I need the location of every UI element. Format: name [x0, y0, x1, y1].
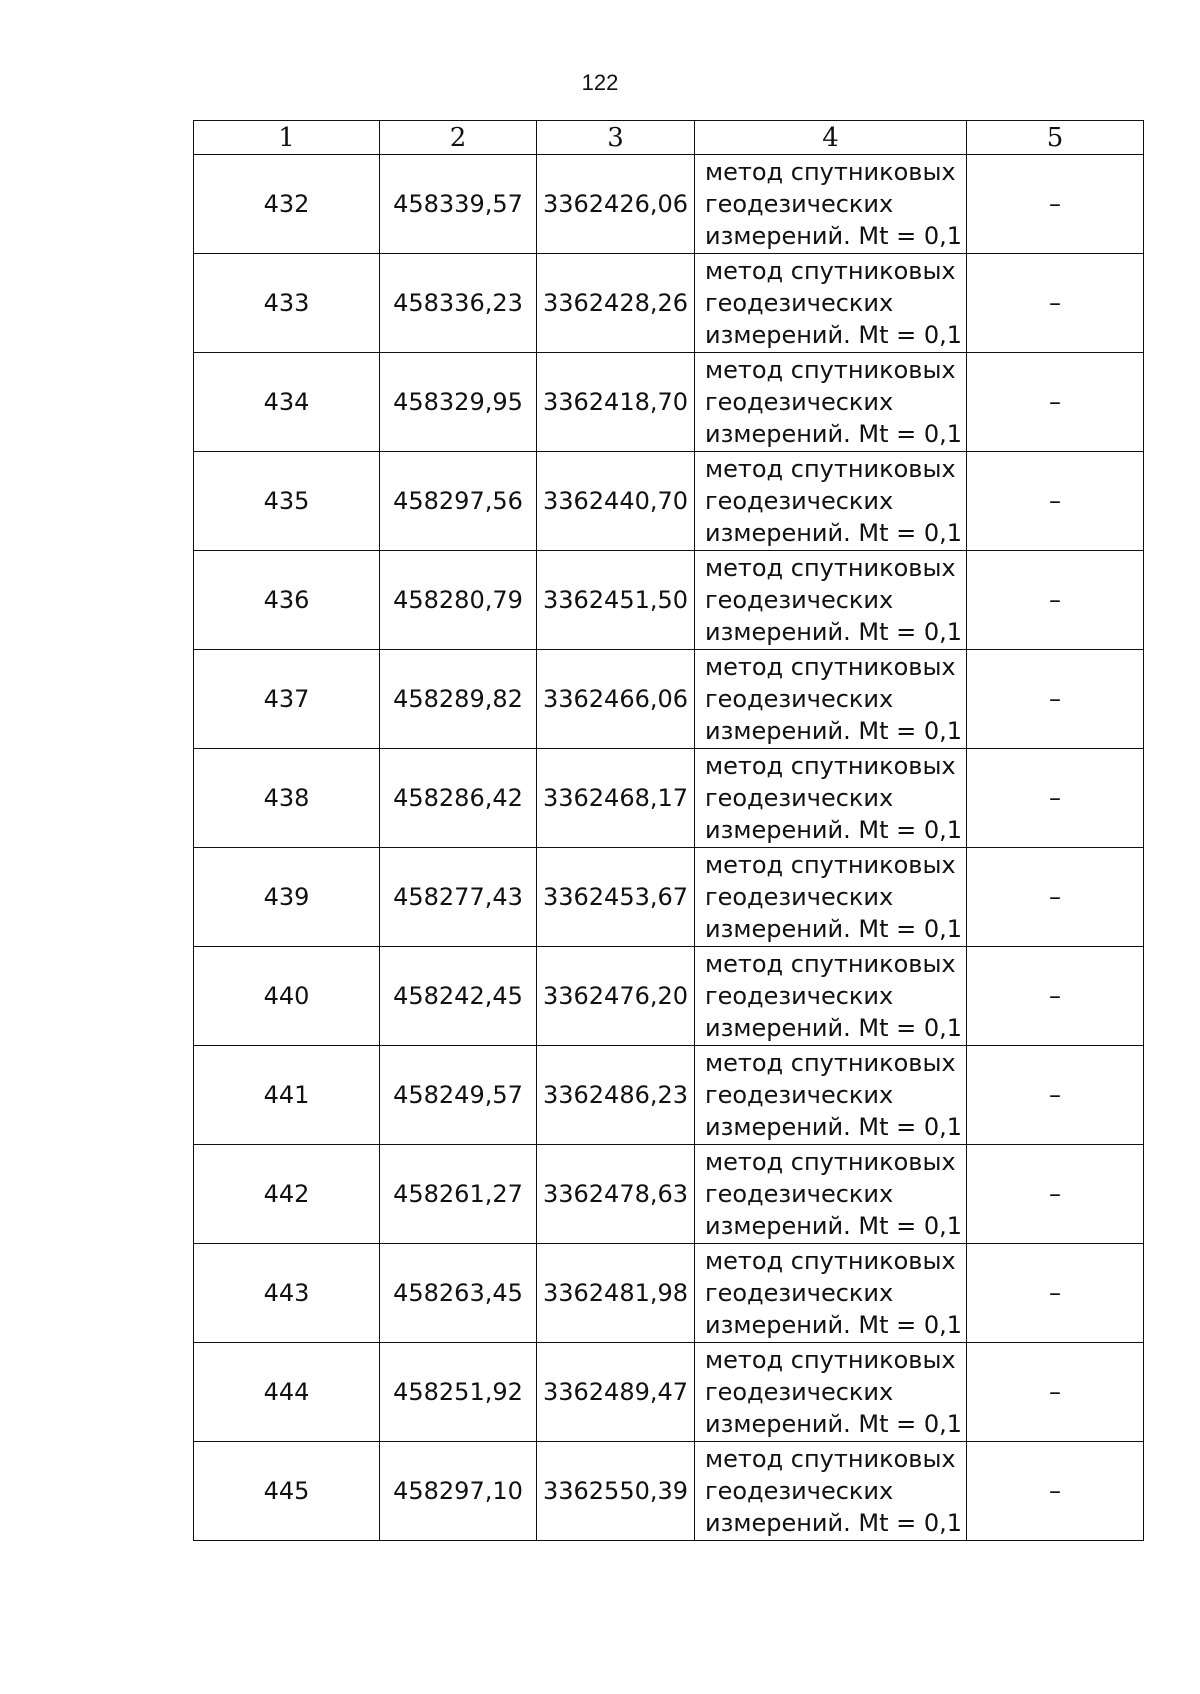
method-line-1: метод спутниковых [705, 950, 956, 978]
table-row [194, 353, 1144, 452]
coord-x: 458289,82 [380, 650, 537, 749]
coord-x: 458280,79 [380, 551, 537, 650]
method-description [695, 650, 967, 749]
method-line-2: геодезических [705, 1378, 894, 1406]
table-row [194, 452, 1144, 551]
coord-x: 458286,42 [380, 749, 537, 848]
coord-x: 458249,57 [380, 1046, 537, 1145]
coord-x: 458336,23 [380, 254, 537, 353]
method-line-3: измерений. Mt = 0,1 [705, 1014, 963, 1042]
dash-mark: – [1049, 586, 1061, 614]
method-line-2: геодезических [705, 586, 894, 614]
dash-mark: – [1049, 289, 1061, 317]
header-col-2: 2 [380, 121, 537, 155]
dash-mark: – [1049, 1081, 1061, 1109]
note-cell [967, 155, 1144, 254]
method-line-3: измерений. Mt = 0,1 [705, 717, 963, 745]
table-row [194, 155, 1144, 254]
method-line-3: измерений. Mt = 0,1 [705, 1113, 963, 1141]
dash-mark: – [1049, 388, 1061, 416]
note-cell [967, 353, 1144, 452]
point-number: 436 [194, 551, 380, 650]
method-description [695, 1244, 967, 1343]
coord-y: 3362481,98 [537, 1244, 695, 1343]
method-line-1: метод спутниковых [705, 455, 956, 483]
point-number: 433 [194, 254, 380, 353]
coord-y: 3362478,63 [537, 1145, 695, 1244]
method-line-2: геодезических [705, 487, 894, 515]
coord-x: 458329,95 [380, 353, 537, 452]
note-cell [967, 1343, 1144, 1442]
note-cell [967, 551, 1144, 650]
coordinates-table [193, 120, 1144, 1541]
header-row [194, 121, 1144, 155]
method-line-1: метод спутниковых [705, 257, 956, 285]
table-header [194, 121, 1144, 155]
coord-y: 3362426,06 [537, 155, 695, 254]
coord-y: 3362476,20 [537, 947, 695, 1046]
dash-mark: – [1049, 1279, 1061, 1307]
method-line-1: метод спутниковых [705, 158, 956, 186]
point-number: 440 [194, 947, 380, 1046]
page-number: 122 [581, 70, 619, 95]
dash-mark: – [1049, 883, 1061, 911]
note-cell [967, 254, 1144, 353]
method-description [695, 947, 967, 1046]
point-number: 434 [194, 353, 380, 452]
point-number: 443 [194, 1244, 380, 1343]
method-description [695, 1442, 967, 1541]
note-cell [967, 1244, 1144, 1343]
header-col-1: 1 [194, 121, 380, 155]
table-row [194, 749, 1144, 848]
note-cell [967, 947, 1144, 1046]
table-row [194, 1046, 1144, 1145]
method-line-1: метод спутниковых [705, 1247, 956, 1275]
method-line-1: метод спутниковых [705, 1049, 956, 1077]
method-description [695, 155, 967, 254]
method-line-3: измерений. Mt = 0,1 [705, 1509, 963, 1537]
point-number: 445 [194, 1442, 380, 1541]
table-row [194, 650, 1144, 749]
dash-mark: – [1049, 1378, 1061, 1406]
note-cell [967, 1145, 1144, 1244]
point-number: 441 [194, 1046, 380, 1145]
method-description [695, 1343, 967, 1442]
header-col-5: 5 [967, 121, 1144, 155]
method-line-1: метод спутниковых [705, 653, 956, 681]
method-line-3: измерений. Mt = 0,1 [705, 915, 963, 943]
note-cell [967, 749, 1144, 848]
method-line-2: геодезических [705, 982, 894, 1010]
method-line-2: геодезических [705, 1477, 894, 1505]
dash-mark: – [1049, 1180, 1061, 1208]
coord-x: 458261,27 [380, 1145, 537, 1244]
point-number: 444 [194, 1343, 380, 1442]
method-line-3: измерений. Mt = 0,1 [705, 1212, 963, 1240]
note-cell [967, 650, 1144, 749]
coord-y: 3362418,70 [537, 353, 695, 452]
note-cell [967, 1442, 1144, 1541]
method-description [695, 254, 967, 353]
point-number: 438 [194, 749, 380, 848]
coord-x: 458339,57 [380, 155, 537, 254]
table-row [194, 947, 1144, 1046]
table-row [194, 1343, 1144, 1442]
method-description [695, 848, 967, 947]
method-line-3: измерений. Mt = 0,1 [705, 1311, 963, 1339]
coord-y: 3362428,26 [537, 254, 695, 353]
method-line-3: измерений. Mt = 0,1 [705, 321, 963, 349]
method-line-1: метод спутниковых [705, 1346, 956, 1374]
point-number: 442 [194, 1145, 380, 1244]
method-line-1: метод спутниковых [705, 752, 956, 780]
table-row [194, 1145, 1144, 1244]
point-number: 439 [194, 848, 380, 947]
method-line-2: геодезических [705, 1279, 894, 1307]
method-line-3: измерений. Mt = 0,1 [705, 420, 963, 448]
method-description [695, 1046, 967, 1145]
dash-mark: – [1049, 784, 1061, 812]
method-description [695, 551, 967, 650]
method-description [695, 452, 967, 551]
coord-x: 458277,43 [380, 848, 537, 947]
coord-x: 458297,56 [380, 452, 537, 551]
method-line-1: метод спутниковых [705, 356, 956, 384]
coord-x: 458263,45 [380, 1244, 537, 1343]
coord-y: 3362440,70 [537, 452, 695, 551]
coord-x: 458242,45 [380, 947, 537, 1046]
method-line-2: геодезических [705, 388, 894, 416]
method-description [695, 353, 967, 452]
header-col-4: 4 [695, 121, 967, 155]
method-line-2: геодезических [705, 1081, 894, 1109]
method-line-2: геодезических [705, 190, 894, 218]
coord-y: 3362550,39 [537, 1442, 695, 1541]
method-line-2: геодезических [705, 289, 894, 317]
method-line-3: измерений. Mt = 0,1 [705, 1410, 963, 1438]
coord-y: 3362486,23 [537, 1046, 695, 1145]
header-col-3: 3 [537, 121, 695, 155]
table-row [194, 254, 1144, 353]
note-cell [967, 1046, 1144, 1145]
method-line-2: геодезических [705, 883, 894, 911]
method-line-3: измерений. Mt = 0,1 [705, 816, 963, 844]
coord-y: 3362466,06 [537, 650, 695, 749]
method-line-2: геодезических [705, 784, 894, 812]
coord-y: 3362453,67 [537, 848, 695, 947]
note-cell [967, 848, 1144, 947]
table-row [194, 1244, 1144, 1343]
method-line-3: измерений. Mt = 0,1 [705, 519, 963, 547]
method-line-3: измерений. Mt = 0,1 [705, 618, 963, 646]
coord-y: 3362451,50 [537, 551, 695, 650]
method-line-2: геодезических [705, 685, 894, 713]
method-line-3: измерений. Mt = 0,1 [705, 222, 963, 250]
method-description [695, 749, 967, 848]
coord-y: 3362489,47 [537, 1343, 695, 1442]
dash-mark: – [1049, 1477, 1061, 1505]
method-line-1: метод спутниковых [705, 1445, 956, 1473]
note-cell [967, 452, 1144, 551]
point-number: 435 [194, 452, 380, 551]
coord-y: 3362468,17 [537, 749, 695, 848]
point-number: 437 [194, 650, 380, 749]
dash-mark: – [1049, 982, 1061, 1010]
dash-mark: – [1049, 685, 1061, 713]
method-line-1: метод спутниковых [705, 851, 956, 879]
method-line-2: геодезических [705, 1180, 894, 1208]
point-number: 432 [194, 155, 380, 254]
table-row [194, 848, 1144, 947]
table-body [194, 155, 1144, 1541]
dash-mark: – [1049, 487, 1061, 515]
method-line-1: метод спутниковых [705, 1148, 956, 1176]
method-description [695, 1145, 967, 1244]
table-row [194, 551, 1144, 650]
method-line-1: метод спутниковых [705, 554, 956, 582]
dash-mark: – [1049, 190, 1061, 218]
coord-x: 458297,10 [380, 1442, 537, 1541]
table-row [194, 1442, 1144, 1541]
coord-x: 458251,92 [380, 1343, 537, 1442]
